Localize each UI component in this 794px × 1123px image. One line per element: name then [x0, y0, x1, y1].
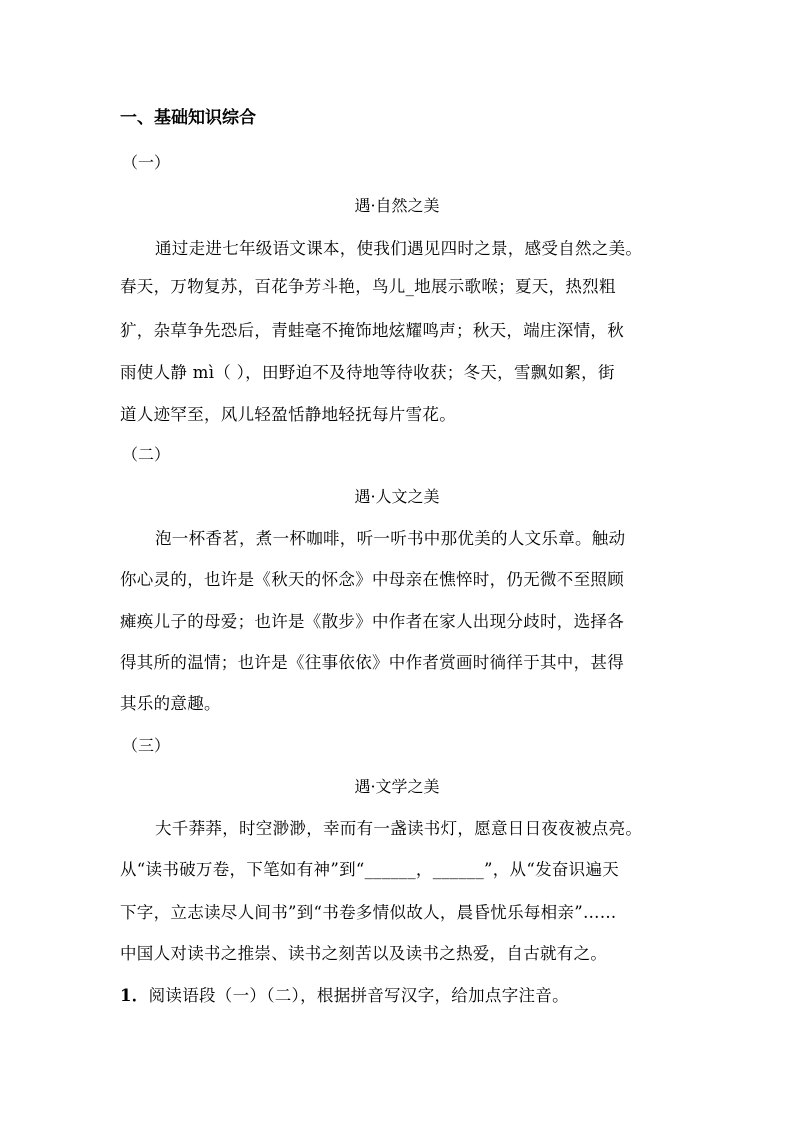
paragraph-line: 泡一杯香茗，煮一杯咖啡，听一听书中那优美的人文乐章。触动 — [155, 529, 626, 548]
paragraph-line: 从“读书破万卷，下笔如有神”到“______，______”，从“发奋识遍天 — [120, 860, 620, 879]
paragraph-line: 中国人对读书之推崇、读书之刻苦以及读书之热爱，自古就有之。 — [120, 944, 608, 963]
paragraph-line: 下字，立志读尽人间书”到“书卷多情似故人，晨昏忧乐每相亲”…… — [120, 903, 617, 922]
question-text: 阅读语段（一）（二），根据拼音写汉字，给加点字注音。 — [148, 986, 569, 1005]
paragraph-line: 雨使人静 mì（ ），田野迫不及待地等待收获；冬天，雪飘如絮，街 — [120, 363, 615, 382]
paragraph-line: 大千莽莽，时空渺渺，幸而有一盏读书灯，愿意日日夜夜被点亮。 — [155, 819, 643, 838]
paragraph-line: 道人迹罕至，风儿轻盈恬静地轻抚每片雪花。 — [120, 405, 456, 424]
section-title-3: 遇·文学之美 — [354, 777, 440, 796]
section-label-2: （二） — [122, 445, 171, 464]
question-1 — [120, 982, 569, 1006]
paragraph-line: 瘫痪儿子的母爱；也许是《散步》中作者在家人出现分歧时，选择各 — [120, 612, 624, 631]
section-title-1: 遇·自然之美 — [354, 196, 440, 215]
section-label-3: （三） — [122, 736, 171, 755]
section-title-2: 遇·人文之美 — [354, 487, 440, 506]
section-heading: 一、基础知识综合 — [120, 108, 256, 128]
paragraph-line: 通过走进七年级语文课本，使我们遇见四时之景，感受自然之美。 — [155, 239, 643, 258]
paragraph-line: 春天，万物复苏，百花争芳斗艳，鸟儿_地展示歌喉；夏天，热烈粗 — [120, 277, 616, 296]
paragraph-line: 你心灵的，也许是《秋天的怀念》中母亲在憔悴时，仍无微不至照顾 — [120, 570, 624, 589]
paragraph-line: 犷，杂草争先恐后，青蛙毫不掩饰地炫耀鸣声；秋天，端庄深情，秋 — [120, 321, 624, 340]
paragraph-line: 其乐的意趣。 — [120, 694, 221, 713]
question-number: 1． — [120, 986, 149, 1005]
section-label-1: （一） — [122, 153, 171, 172]
paragraph-line: 得其所的温情；也许是《往事依依》中作者赏画时徜徉于其中，甚得 — [120, 653, 624, 672]
